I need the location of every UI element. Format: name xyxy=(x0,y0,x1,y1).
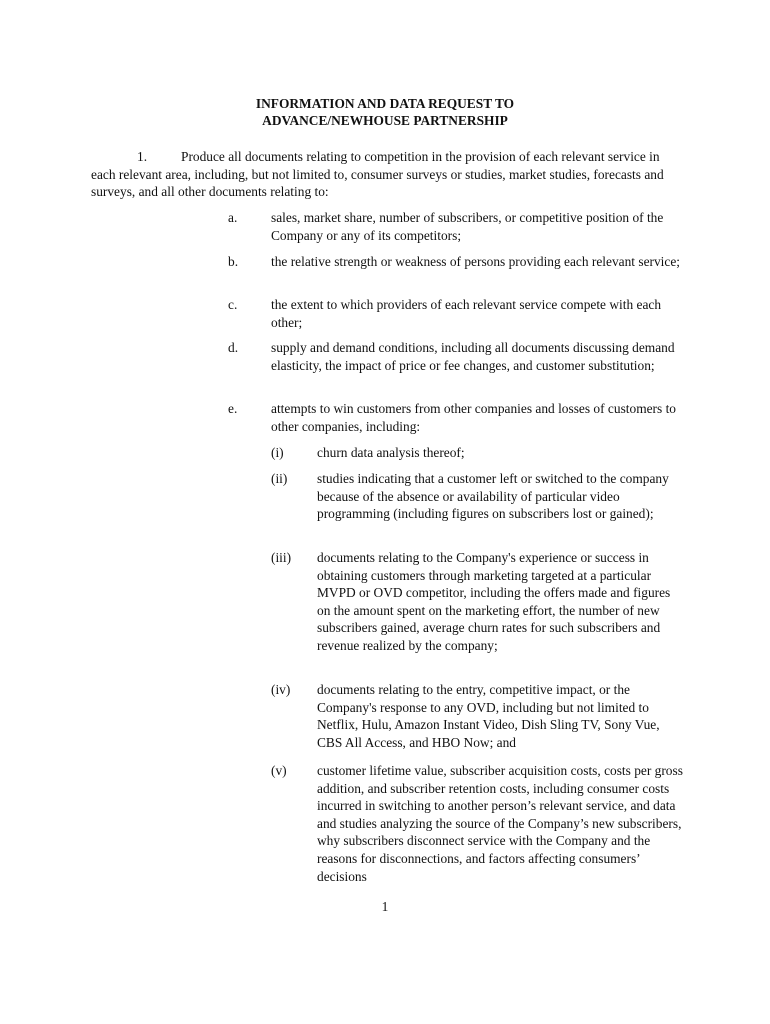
sub-item-ii xyxy=(271,470,691,523)
list-item-a xyxy=(228,209,688,244)
sub-item-iii xyxy=(271,549,691,655)
sub-item-text: churn data analysis thereof; xyxy=(317,445,465,460)
list-item-b xyxy=(228,253,688,271)
list-marker: a. xyxy=(228,210,238,225)
list-marker: e. xyxy=(228,401,238,416)
sub-marker: (iv) xyxy=(271,682,291,697)
list-marker: c. xyxy=(228,297,238,312)
title-line-2: ADVANCE/NEWHOUSE PARTNERSHIP xyxy=(262,113,508,128)
page-title xyxy=(0,95,770,129)
page-number: 1 xyxy=(381,899,389,914)
sub-marker: (i) xyxy=(271,445,284,460)
paragraph-number: 1. xyxy=(137,149,148,164)
list-item-d xyxy=(228,339,688,374)
list-item-text: attempts to win customers from other companies and losses of customers to other companies, including: xyxy=(271,401,676,434)
list-marker: b. xyxy=(228,254,239,269)
list-item-text: supply and demand conditions, including all documents discussing demand elasticity, the impact of price or fee changes, and customer substitution; xyxy=(271,340,675,373)
sub-marker: (ii) xyxy=(271,471,288,486)
sub-item-text: documents relating to the Company's experience or success in obtaining customers through marketing targeted at a particular MVPD or OVD competitor, including the offers made and figures on the amount spent on the marketing effort, the number of new subscribers gained, average churn rates for such subscribers and revenue realized by the company; xyxy=(317,550,671,653)
sub-marker: (iii) xyxy=(271,550,292,565)
sub-item-iv xyxy=(271,681,691,751)
sub-item-text: customer lifetime value, subscriber acquisition costs, costs per gross addition, and subscriber retention costs, including consumer costs incurred in switching to another person’s relevant service, and data and studies analyzing the source of the Company’s new subscribers, why subscribers disconnect service with the Company and the reasons for disconnections, and factors affecting consumers’ decisions xyxy=(317,763,683,884)
list-item-text: the relative strength or weakness of persons providing each relevant service; xyxy=(271,254,681,269)
list-item-e xyxy=(228,400,688,435)
list-item-text: sales, market share, number of subscribers, or competitive position of the Company or any of its competitors; xyxy=(271,210,664,243)
sub-item-i xyxy=(271,444,691,462)
paragraph-text: Produce all documents relating to competition in the provision of each relevant service in each relevant area, including, but not limited to, consumer surveys or studies, market studies, forecasts and surveys, and all other documents relating to: xyxy=(91,149,664,200)
paragraph-1 xyxy=(91,148,681,201)
list-marker: d. xyxy=(228,340,239,355)
sub-marker: (v) xyxy=(271,763,287,778)
list-item-text: the extent to which providers of each relevant service compete with each other; xyxy=(271,297,662,330)
sub-item-v xyxy=(271,762,691,885)
sub-item-text: documents relating to the entry, competitive impact, or the Company's response to any OVD, including but not limited to Netflix, Hulu, Amazon Instant Video, Dish Sling TV, Sony Vue, CBS All Access, and HBO Now; and xyxy=(317,682,660,750)
list-item-c xyxy=(228,296,688,331)
sub-item-text: studies indicating that a customer left or switched to the company because of the absence or availability of particular video programming (including figures on subscribers lost or gained); xyxy=(317,471,669,522)
title-line-1: INFORMATION AND DATA REQUEST TO xyxy=(255,96,515,111)
